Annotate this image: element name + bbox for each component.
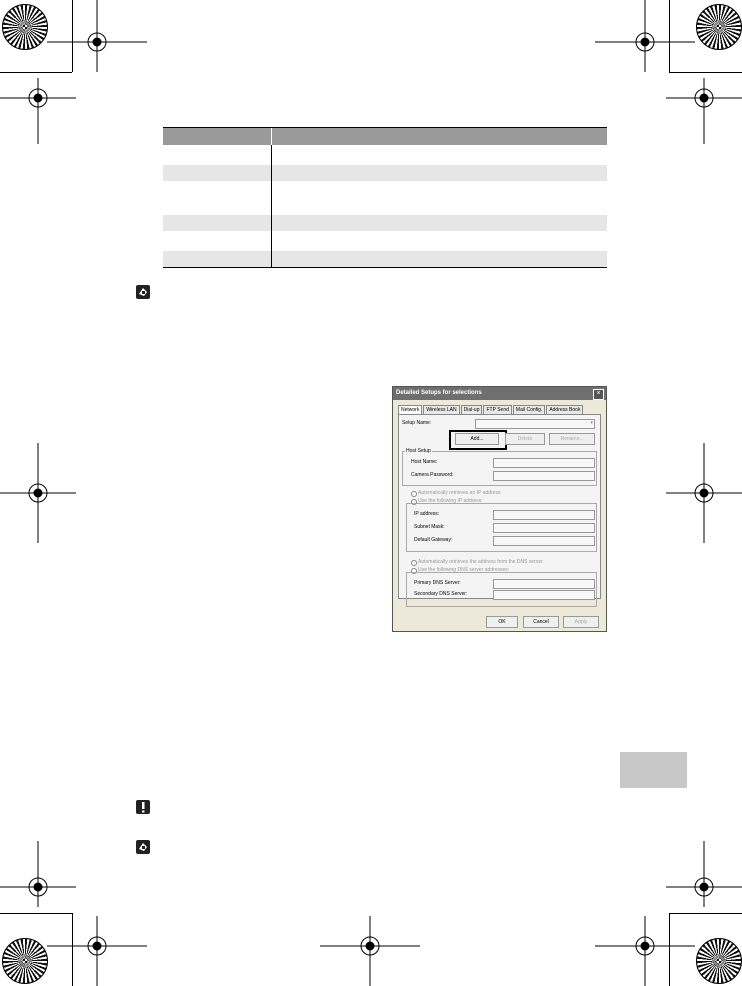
- rename-button[interactable]: Rename...: [549, 433, 595, 445]
- table-row: [163, 251, 607, 267]
- table-row: [163, 231, 607, 251]
- chapter-tab-marker: [620, 752, 687, 788]
- host-name-field[interactable]: [493, 458, 595, 468]
- settings-table: [163, 127, 607, 268]
- default-gateway-field[interactable]: [493, 536, 595, 546]
- tab-address-book[interactable]: Address Book: [546, 405, 583, 415]
- secondary-dns-label: Secondary DNS Server:: [414, 591, 468, 597]
- ip-address-field[interactable]: [493, 510, 595, 520]
- delete-button[interactable]: Delete: [505, 433, 545, 445]
- ok-button[interactable]: OK: [486, 616, 518, 628]
- add-button[interactable]: Add...: [455, 433, 499, 445]
- auto-ip-label: Automatically retrieves an IP address: [418, 490, 501, 496]
- primary-dns-field[interactable]: [493, 579, 595, 589]
- secondary-dns-field[interactable]: [493, 590, 595, 600]
- caution-icon: [136, 800, 150, 814]
- tab-network[interactable]: Network: [398, 405, 422, 415]
- host-name-label: Host Name:: [411, 459, 438, 465]
- tab-wireless-lan[interactable]: Wireless LAN: [423, 405, 459, 415]
- camera-password-label: Camera Password:: [411, 472, 454, 478]
- primary-dns-label: Primary DNS Server:: [414, 580, 461, 586]
- note-icon: [136, 840, 150, 854]
- dialog-title: Detailed Setups for selections: [393, 387, 606, 400]
- subnet-mask-field[interactable]: [493, 523, 595, 533]
- subnet-mask-label: Subnet Mask:: [414, 524, 445, 530]
- auto-dns-radio[interactable]: [411, 560, 417, 566]
- cancel-button[interactable]: Cancel: [523, 616, 559, 628]
- chevron-down-icon: ▾: [590, 420, 593, 426]
- setup-name-select[interactable]: [475, 419, 595, 429]
- ip-address-label: IP address:: [414, 511, 440, 517]
- manual-ip-label: Use the following IP address:: [418, 498, 483, 504]
- default-gateway-label: Default Gateway:: [414, 537, 453, 543]
- tab-mail-config[interactable]: Mail Config.: [513, 405, 545, 415]
- note-icon: [136, 285, 150, 299]
- auto-dns-label: Automatically retrieves the address from the DNS server: [418, 559, 543, 565]
- detailed-setups-dialog: [392, 386, 607, 632]
- network-tab-pane: [398, 414, 601, 599]
- setup-name-label: Setup Name:: [402, 420, 432, 426]
- close-button[interactable]: ×: [593, 389, 604, 400]
- tab-dial-up[interactable]: Dial-up: [461, 405, 483, 415]
- manual-dns-label: Use the following DNS server addresses:: [418, 567, 510, 573]
- table-row: [163, 215, 607, 231]
- table-header-row: [163, 128, 607, 145]
- camera-password-field[interactable]: [493, 471, 595, 481]
- auto-ip-radio[interactable]: [411, 491, 417, 497]
- apply-button[interactable]: Apply: [563, 616, 599, 628]
- table-row: [163, 149, 607, 165]
- table-row: [163, 181, 607, 215]
- tab-ftp-send[interactable]: FTP Send: [483, 405, 511, 415]
- host-setup-label: Host Setup: [406, 448, 431, 454]
- table-row: [163, 165, 607, 181]
